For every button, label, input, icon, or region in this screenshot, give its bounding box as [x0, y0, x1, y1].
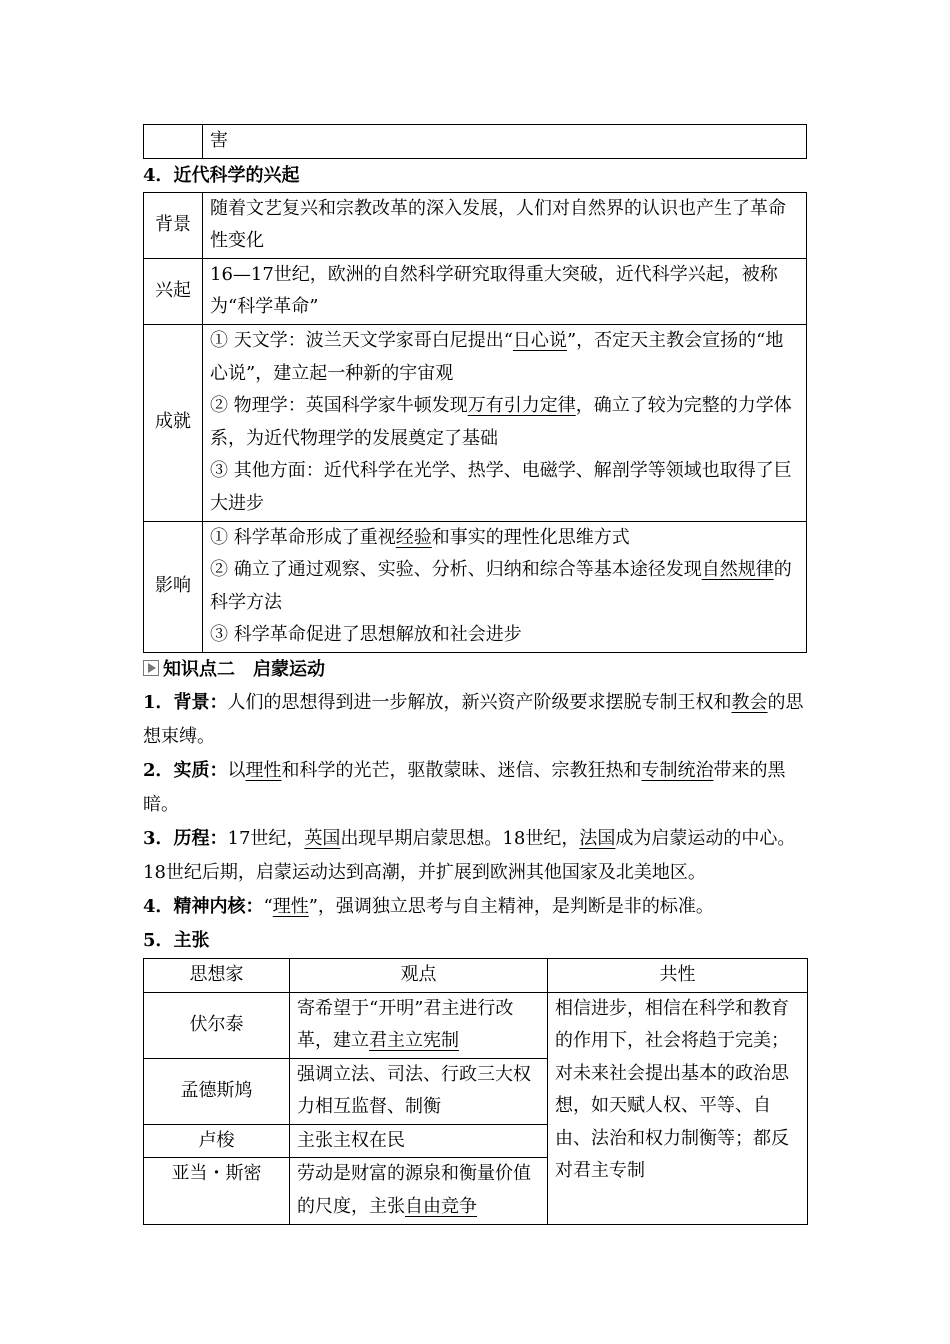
play-triangle-icon: [143, 660, 159, 676]
table-row: [144, 521, 807, 652]
achievement-astronomy: ① 天文学：波兰天文学家哥白尼提出“日心说”，否定天主教会宣扬的“地心说”，建立起一种新的宇宙观: [210, 329, 784, 384]
point-spirit: 4．精神内核：“理性”，强调独立思考与自主精神，是判断是非的标准。: [143, 895, 714, 917]
table-row: [144, 125, 807, 159]
continued-table: [143, 124, 807, 159]
table-row: [144, 192, 807, 258]
point-history: 3．历程：17世纪，英国出现早期启蒙思想。18世纪，法国成为启蒙运动的中心。18世纪后期，启蒙运动达到高潮，并扩展到欧洲其他国家及北美地区。: [143, 827, 796, 883]
row-label-impact: 影响: [144, 521, 203, 652]
thinker-voltaire: 伏尔泰: [144, 992, 290, 1058]
achievements-cell: [203, 324, 807, 521]
impact-1: ① 科学革命形成了重视经验和事实的理性化思维方式: [210, 526, 630, 548]
header-common: 共性: [548, 958, 808, 992]
table-row: [144, 324, 807, 521]
row-label-achievements: 成就: [144, 324, 203, 521]
thinkers-table: [143, 958, 808, 1225]
view-voltaire: 寄希望于“开明”君主进行改革，建立君主立宪制: [290, 992, 548, 1058]
thinker-rousseau: 卢梭: [144, 1124, 290, 1158]
impact-2: ② 确立了通过观察、实验、分析、归纳和综合等基本途径发现自然规律的科学方法: [210, 559, 792, 613]
point-background: 1．背景：人们的思想得到进一步解放，新兴资产阶级要求摆脱专制王权和教会的思想束缚。: [143, 691, 804, 747]
header-thinker: 思想家: [144, 958, 290, 992]
table-row: [144, 992, 808, 1058]
table-row: [144, 258, 807, 324]
rise-text: 16—17世纪，欧洲的自然科学研究取得重大突破，近代科学兴起，被称为“科学革命”: [203, 258, 807, 324]
document-page: [143, 124, 807, 1225]
row-label-rise: 兴起: [144, 258, 203, 324]
point-essence: 2．实质：以理性和科学的光芒，驱散蒙昧、迷信、宗教狂热和专制统治带来的黑暗。: [143, 759, 786, 815]
view-rousseau: 主张主权在民: [290, 1124, 548, 1158]
view-smith: 劳动是财富的源泉和衡量价值的尺度，主张自由竞争: [290, 1158, 548, 1224]
knowledge-point-2-heading: 知识点二 启蒙运动: [143, 653, 807, 686]
background-text: 随着文艺复兴和宗教改革的深入发展，人们对自然界的认识也产生了革命性变化: [203, 192, 807, 258]
common-traits: 相信进步，相信在科学和教育的作用下，社会将趋于完美；对未来社会提出基本的政治思想，如天赋人权、平等、自由、法治和权力制衡等；都反对君主专制: [548, 992, 808, 1224]
impact-cell: [203, 521, 807, 652]
achievement-other: ③ 其他方面：近代科学在光学、热学、电磁学、解剖学等领域也取得了巨大进步: [210, 460, 792, 514]
impact-3: ③ 科学革命促进了思想解放和社会进步: [210, 624, 522, 646]
thinker-smith: 亚当・斯密: [144, 1158, 290, 1224]
continued-cell: 害: [203, 125, 807, 159]
table-header-row: [144, 958, 808, 992]
section-4-heading: 4．近代科学的兴起: [143, 164, 300, 186]
row-label-background: 背景: [144, 192, 203, 258]
view-montesquieu: 强调立法、司法、行政三大权力相互监督、制衡: [290, 1058, 548, 1124]
thinker-montesquieu: 孟德斯鸠: [144, 1058, 290, 1124]
point-claims: 5．主张: [143, 929, 210, 951]
header-view: 观点: [290, 958, 548, 992]
science-rise-table: [143, 192, 807, 653]
achievement-physics: ② 物理学：英国科学家牛顿发现万有引力定律，确立了较为完整的力学体系，为近代物理学的发展奠定了基础: [210, 395, 792, 449]
